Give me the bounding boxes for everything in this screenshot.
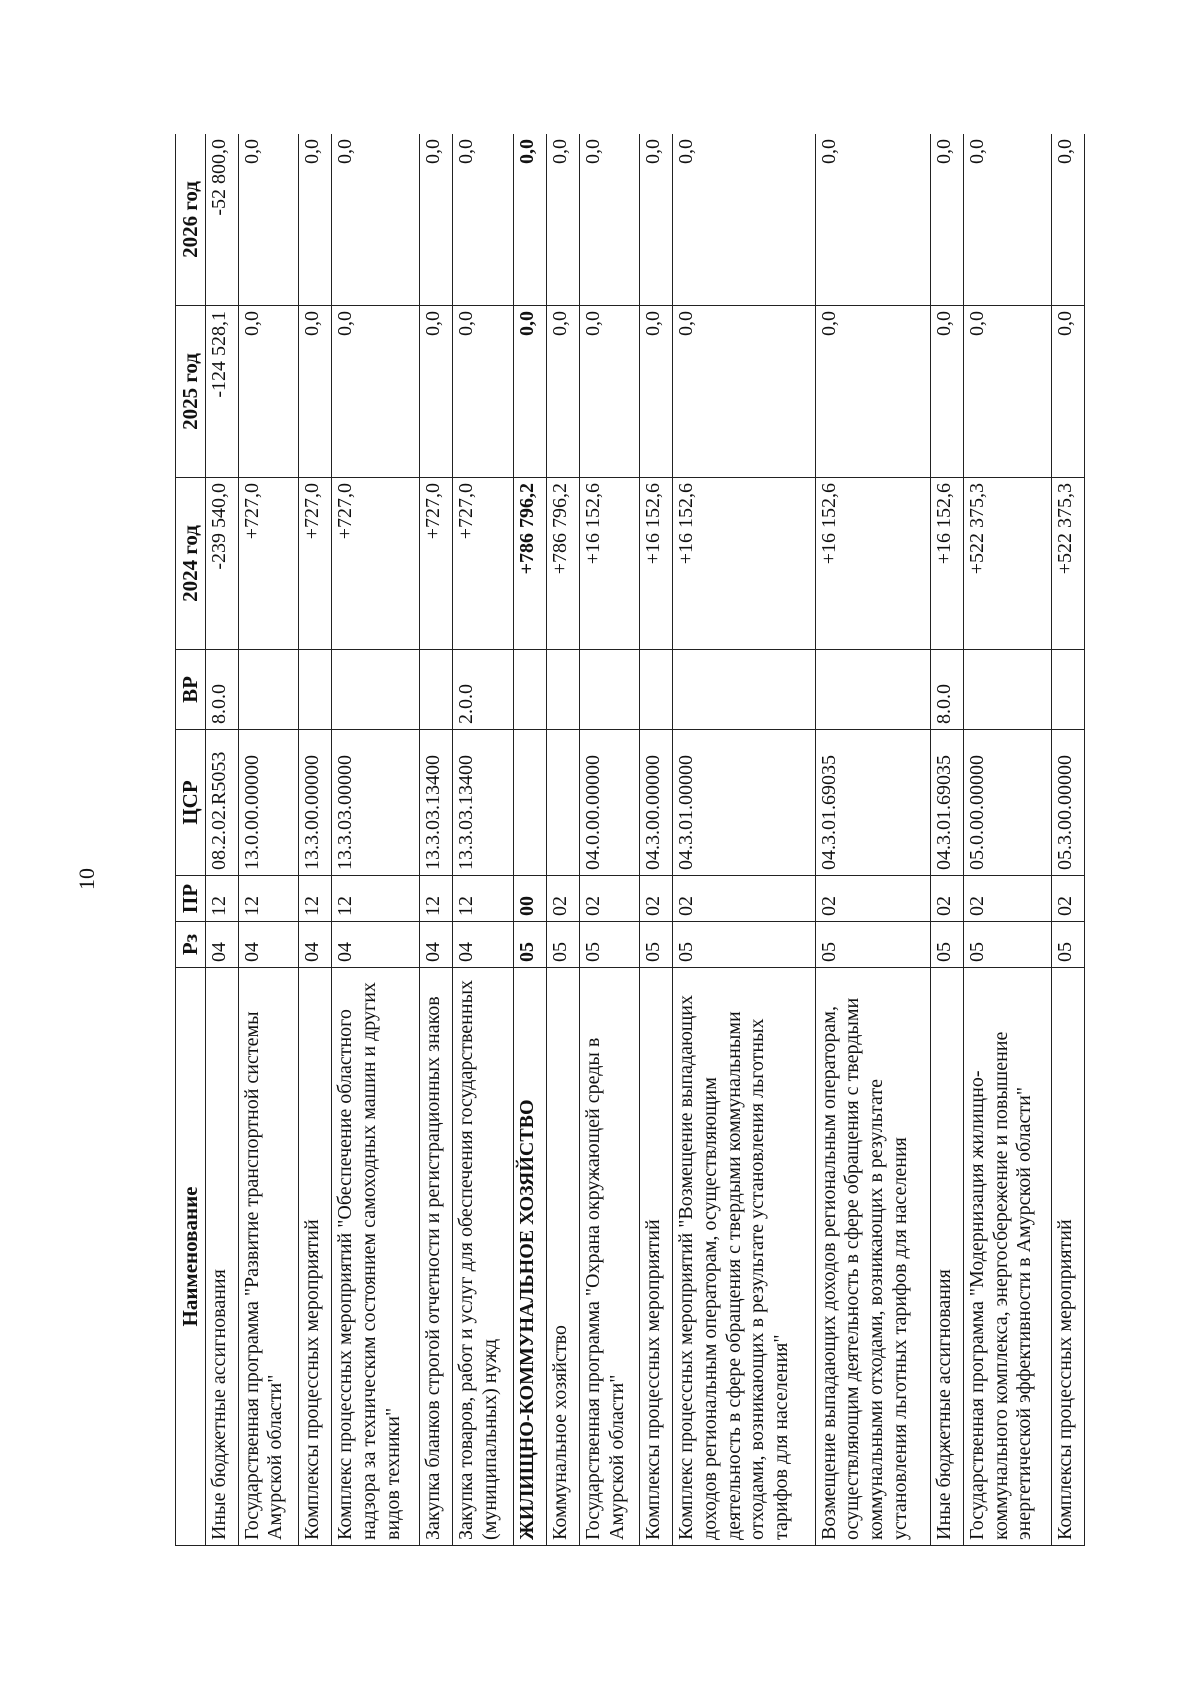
- cell-csr: 04.3.00.00000: [640, 730, 673, 876]
- cell-vr: [332, 650, 420, 730]
- cell-2024: +727,0: [332, 478, 420, 650]
- cell-pr: 02: [930, 876, 963, 922]
- cell-csr: 13.3.03.13400: [420, 730, 453, 876]
- cell-2025: 0,0: [930, 306, 963, 478]
- cell-2026: 0,0: [238, 134, 298, 306]
- header-rz: Рз: [176, 922, 206, 968]
- cell-2025: 0,0: [546, 306, 579, 478]
- table-row: [640, 134, 673, 1546]
- cell-rz: 05: [1051, 922, 1084, 968]
- cell-csr: 04.3.01.69035: [815, 730, 930, 876]
- cell-rz: 05: [546, 922, 579, 968]
- cell-rz: 05: [964, 922, 1052, 968]
- cell-pr: 12: [453, 876, 513, 922]
- cell-rz: 04: [299, 922, 332, 968]
- table-row: [299, 134, 332, 1546]
- cell-name: Коммунальное хозяйство: [546, 968, 579, 1546]
- cell-name: Возмещение выпадающих доходов региональным операторам, осуществляющим деятельность в сфере обращения с твердыми коммунальными отходами, возникающих в результате установления льготных тарифов для населения: [815, 968, 930, 1546]
- cell-2026: 0,0: [815, 134, 930, 306]
- table-row: [964, 134, 1052, 1546]
- cell-pr: 02: [579, 876, 639, 922]
- cell-pr: 12: [332, 876, 420, 922]
- cell-vr: [238, 650, 298, 730]
- cell-vr: [1051, 650, 1084, 730]
- cell-2024: +786 796,2: [546, 478, 579, 650]
- table-body: [205, 134, 1084, 1546]
- cell-vr: 2.0.0: [453, 650, 513, 730]
- cell-2025: 0,0: [673, 306, 815, 478]
- cell-2024: +522 375,3: [964, 478, 1052, 650]
- cell-2026: 0,0: [640, 134, 673, 306]
- rotated-table-container: [175, 134, 1085, 1546]
- cell-2025: 0,0: [513, 306, 546, 478]
- cell-rz: 04: [332, 922, 420, 968]
- cell-2026: 0,0: [930, 134, 963, 306]
- cell-2025: 0,0: [299, 306, 332, 478]
- header-name: Наименование: [176, 968, 206, 1546]
- cell-name: Иные бюджетные ассигнования: [930, 968, 963, 1546]
- cell-pr: 02: [546, 876, 579, 922]
- cell-rz: 05: [815, 922, 930, 968]
- cell-csr: [546, 730, 579, 876]
- table-row: [238, 134, 298, 1546]
- table-row: [332, 134, 420, 1546]
- cell-pr: 02: [964, 876, 1052, 922]
- cell-vr: [964, 650, 1052, 730]
- cell-name: Закупка товаров, работ и услуг для обеспечения государственных (муниципальных) нужд: [453, 968, 513, 1546]
- cell-name: Государственная программа "Охрана окружающей среды в Амурской области": [579, 968, 639, 1546]
- cell-2024: +16 152,6: [640, 478, 673, 650]
- cell-vr: [673, 650, 815, 730]
- page-number: 10: [74, 868, 99, 890]
- table-row: [815, 134, 930, 1546]
- cell-name: Закупка бланков строгой отчетности и регистрационных знаков: [420, 968, 453, 1546]
- cell-2024: +16 152,6: [930, 478, 963, 650]
- cell-2026: 0,0: [964, 134, 1052, 306]
- cell-rz: 04: [238, 922, 298, 968]
- cell-2024: +727,0: [420, 478, 453, 650]
- cell-2024: +727,0: [453, 478, 513, 650]
- cell-2025: 0,0: [332, 306, 420, 478]
- header-csr: ЦСР: [176, 730, 206, 876]
- cell-pr: 02: [673, 876, 815, 922]
- cell-name: Комплексы процессных мероприятий: [640, 968, 673, 1546]
- cell-2024: +786 796,2: [513, 478, 546, 650]
- cell-2024: +522 375,3: [1051, 478, 1084, 650]
- cell-name: Государственная программа "Модернизация жилищно-коммунального комплекса, энергосбережение и повышение энергетической эффективности в Амурской области": [964, 968, 1052, 1546]
- cell-2024: -239 540,0: [205, 478, 238, 650]
- cell-rz: 04: [420, 922, 453, 968]
- table-header-row: [176, 134, 206, 1546]
- cell-2024: +16 152,6: [673, 478, 815, 650]
- cell-pr: 12: [299, 876, 332, 922]
- cell-2025: 0,0: [453, 306, 513, 478]
- table-row: [673, 134, 815, 1546]
- cell-csr: 13.3.03.00000: [332, 730, 420, 876]
- header-2025: 2025 год: [176, 306, 206, 478]
- cell-rz: 05: [513, 922, 546, 968]
- cell-rz: 04: [453, 922, 513, 968]
- cell-2026: 0,0: [579, 134, 639, 306]
- cell-csr: [513, 730, 546, 876]
- cell-pr: 12: [420, 876, 453, 922]
- cell-vr: [546, 650, 579, 730]
- cell-rz: 04: [205, 922, 238, 968]
- cell-csr: 08.2.02.R5053: [205, 730, 238, 876]
- cell-rz: 05: [579, 922, 639, 968]
- cell-csr: 13.3.00.00000: [299, 730, 332, 876]
- header-pr: ПР: [176, 876, 206, 922]
- cell-2025: 0,0: [815, 306, 930, 478]
- table-row: [513, 134, 546, 1546]
- cell-vr: [420, 650, 453, 730]
- cell-vr: [513, 650, 546, 730]
- cell-name: Государственная программа "Развитие транспортной системы Амурской области": [238, 968, 298, 1546]
- cell-csr: 05.3.00.00000: [1051, 730, 1084, 876]
- cell-2025: -124 528,1: [205, 306, 238, 478]
- cell-2026: 0,0: [332, 134, 420, 306]
- cell-2024: +16 152,6: [815, 478, 930, 650]
- cell-rz: 05: [640, 922, 673, 968]
- cell-2026: 0,0: [513, 134, 546, 306]
- cell-2026: 0,0: [546, 134, 579, 306]
- cell-csr: 13.0.00.00000: [238, 730, 298, 876]
- cell-name: Комплексы процессных мероприятий: [299, 968, 332, 1546]
- cell-name: Иные бюджетные ассигнования: [205, 968, 238, 1546]
- cell-2026: 0,0: [299, 134, 332, 306]
- cell-rz: 05: [930, 922, 963, 968]
- table-row: [1051, 134, 1084, 1546]
- cell-pr: 02: [640, 876, 673, 922]
- cell-csr: 13.3.03.13400: [453, 730, 513, 876]
- cell-vr: [640, 650, 673, 730]
- table-row: [453, 134, 513, 1546]
- cell-vr: 8.0.0: [205, 650, 238, 730]
- budget-table: [175, 134, 1085, 1546]
- cell-2024: +727,0: [299, 478, 332, 650]
- cell-pr: 02: [1051, 876, 1084, 922]
- header-2024: 2024 год: [176, 478, 206, 650]
- cell-2026: 0,0: [420, 134, 453, 306]
- cell-vr: [299, 650, 332, 730]
- cell-name: Комплексы процессных мероприятий: [1051, 968, 1084, 1546]
- cell-2025: 0,0: [579, 306, 639, 478]
- table-row: [930, 134, 963, 1546]
- cell-2024: +727,0: [238, 478, 298, 650]
- cell-csr: 04.3.01.69035: [930, 730, 963, 876]
- cell-pr: 02: [815, 876, 930, 922]
- cell-csr: 05.0.00.00000: [964, 730, 1052, 876]
- cell-2025: 0,0: [238, 306, 298, 478]
- header-vr: ВР: [176, 650, 206, 730]
- cell-pr: 12: [205, 876, 238, 922]
- cell-2025: 0,0: [640, 306, 673, 478]
- cell-2026: 0,0: [1051, 134, 1084, 306]
- cell-2026: -52 800,0: [205, 134, 238, 306]
- cell-pr: 00: [513, 876, 546, 922]
- cell-name: Комплекс процессных мероприятий "Обеспечение областного надзора за техническим состоянием самоходных машин и других видов техники": [332, 968, 420, 1546]
- cell-rz: 05: [673, 922, 815, 968]
- cell-2024: +16 152,6: [579, 478, 639, 650]
- cell-name: Комплекс процессных мероприятий "Возмещение выпадающих доходов региональным операторам, осуществляющим деятельность в сфере обращения с твердыми коммунальными отходами, возникающих в результате установления льготных тарифов для населения": [673, 968, 815, 1546]
- cell-vr: [815, 650, 930, 730]
- cell-csr: 04.0.00.00000: [579, 730, 639, 876]
- table-row: [205, 134, 238, 1546]
- table-row: [579, 134, 639, 1546]
- cell-2025: 0,0: [964, 306, 1052, 478]
- cell-2026: 0,0: [453, 134, 513, 306]
- cell-name: ЖИЛИЩНО-КОММУНАЛЬНОЕ ХОЗЯЙСТВО: [513, 968, 546, 1546]
- cell-vr: [579, 650, 639, 730]
- cell-2025: 0,0: [1051, 306, 1084, 478]
- cell-2026: 0,0: [673, 134, 815, 306]
- cell-csr: 04.3.01.00000: [673, 730, 815, 876]
- cell-pr: 12: [238, 876, 298, 922]
- cell-2025: 0,0: [420, 306, 453, 478]
- table-row: [420, 134, 453, 1546]
- table-row: [546, 134, 579, 1546]
- header-2026: 2026 год: [176, 134, 206, 306]
- cell-vr: 8.0.0: [930, 650, 963, 730]
